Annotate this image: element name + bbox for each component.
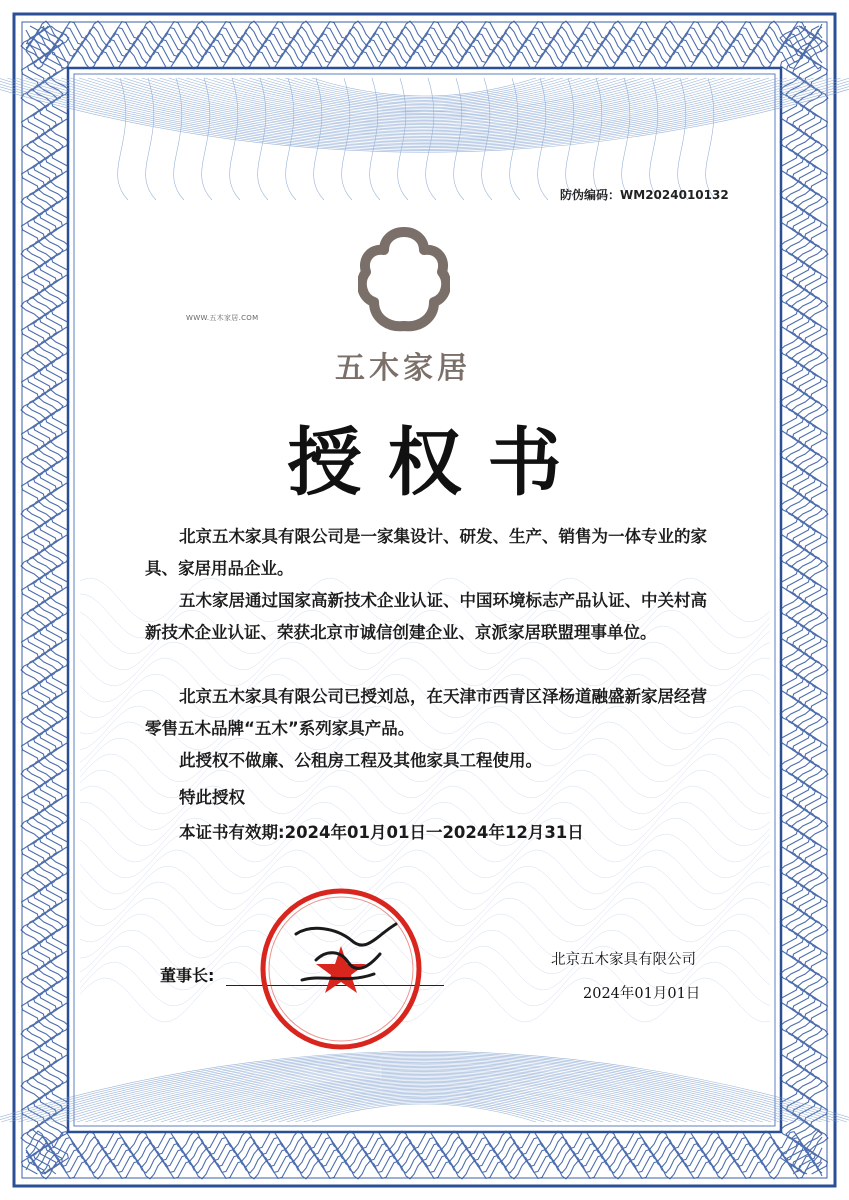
issuer-name: 北京五木家具有限公司 [551,952,696,968]
issue-date: 2024年01月01日 [583,986,701,1002]
paragraph-hereby: 特此授权 [179,788,245,807]
signature-label: 董事长: [160,966,215,985]
paragraph-authorization: 北京五木家具有限公司已授刘总，在天津市西青区泽杨道融盛新家居经营零售五木品牌“五木”系列家具产品。 [145,687,707,738]
paragraph-restriction: 此授权不做廉、公租房工程及其他家具工程使用。 [179,751,542,770]
anti-counterfeit-code [560,186,729,203]
company-seal-icon [256,884,426,1054]
anti-counterfeit-label: 防伪编码： [560,188,621,202]
document-title: 授权书 [287,420,588,506]
brand-logo-icon [358,226,450,334]
brand-name: 五木家居 [335,351,471,386]
paragraph-company-intro: 北京五木家具有限公司是一家集设计、研发、生产、销售为一体专业的家具、家居用品企业。 [145,527,707,578]
paragraph-certifications: 五木家居通过国家高新技术企业认证、中国环境标志产品认证、中关村高新技术企业认证、荣获北京市诚信创建企业、京派家居联盟理事单位。 [145,591,707,642]
anti-counterfeit-value: WM2024010132 [620,188,729,202]
website-text: WWW.五木家居.COM [186,314,259,322]
paragraph-validity: 本证书有效期:2024年01月01日一2024年12月31日 [179,823,584,842]
